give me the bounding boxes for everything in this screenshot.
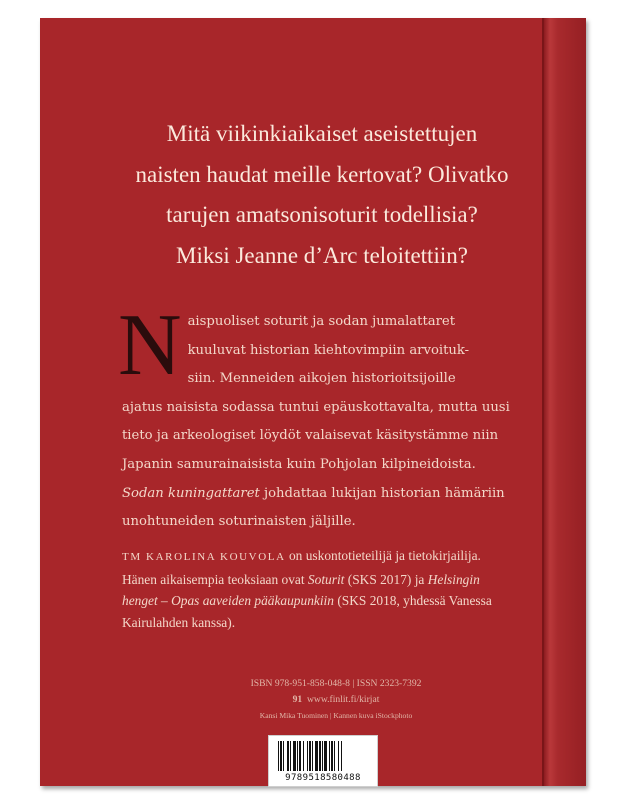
publisher-url: www.finlit.fi/kirjat	[307, 694, 380, 705]
isbn-issn: ISBN 978-951-858-048-8 | ISSN 2323-7392	[250, 678, 422, 689]
cover-credits: Kansi Mika Tuominen | Kannen kuva iStockphoto	[259, 711, 413, 720]
blurb-line: tieto ja arkeologiset löydöt valaisevat käsitystämme niin	[122, 428, 499, 444]
publication-info	[224, 677, 448, 721]
blurb-line: aispuoliset soturit ja sodan jumalattaret	[187, 314, 456, 329]
book-title-italic: Soturit	[307, 571, 345, 587]
blurb-line: ajatus naisista sodassa tuntui epäuskottavalta, mutta uusi	[122, 399, 510, 415]
author-text: Hänen aikaisempia teoksiaan ovat	[122, 571, 308, 587]
author-bio	[122, 545, 562, 633]
barcode-number: 9789518580488	[285, 773, 361, 783]
book-title-italic: Helsingin	[427, 571, 480, 587]
cover-headline	[102, 114, 542, 276]
author-text: (SKS 2017) ja	[344, 571, 428, 587]
headline-line: Miksi Jeanne d’Arc teloitettiin?	[176, 242, 468, 268]
drop-cap: N	[118, 297, 182, 394]
publisher-url-line	[224, 693, 448, 707]
author-line	[122, 545, 562, 569]
headline-line: tarujen amatsonisoturit todellisia?	[166, 202, 478, 227]
author-text: on uskontotieteilijä ja tietokirjailija.	[285, 548, 481, 563]
class-number: 91	[292, 694, 303, 705]
blurb-line: unohtuneiden soturinaisten jäljille.	[122, 514, 356, 530]
blurb-text: johdattaa lukijan historian hämäriin	[259, 485, 505, 501]
headline-line: naisten haudat meille kertovat? Olivatko	[135, 161, 509, 187]
author-line	[122, 590, 562, 612]
author-line: Kairulahden kanssa).	[122, 614, 236, 630]
author-name: TM KAROLINA KOUVOLA	[122, 551, 286, 563]
author-text: (SKS 2018, yhdessä Vanessa	[333, 593, 492, 609]
book-title-italic: henget – Opas aaveiden pääkaupunkiin	[122, 593, 334, 609]
blurb-line: siin. Menneiden aikojen historioitsijoille	[187, 371, 456, 387]
book-back-cover	[40, 18, 586, 786]
author-line	[122, 569, 562, 591]
blurb-line	[122, 480, 546, 509]
blurb-line: Japanin samurainaisista kuin Pohjolan kilpineidoista.	[122, 456, 476, 472]
blurb-line: kuuluvat historian kiehtovimpiin arvoituk-	[187, 342, 470, 358]
book-spine-edge	[544, 18, 586, 786]
headline-line: Mitä viikinkiaikaiset aseistettujen	[166, 121, 478, 146]
blurb-paragraph	[118, 297, 546, 537]
barcode-icon	[278, 741, 370, 771]
barcode-sticker	[268, 735, 378, 787]
book-title-italic: Sodan kuningattaret	[122, 485, 260, 501]
